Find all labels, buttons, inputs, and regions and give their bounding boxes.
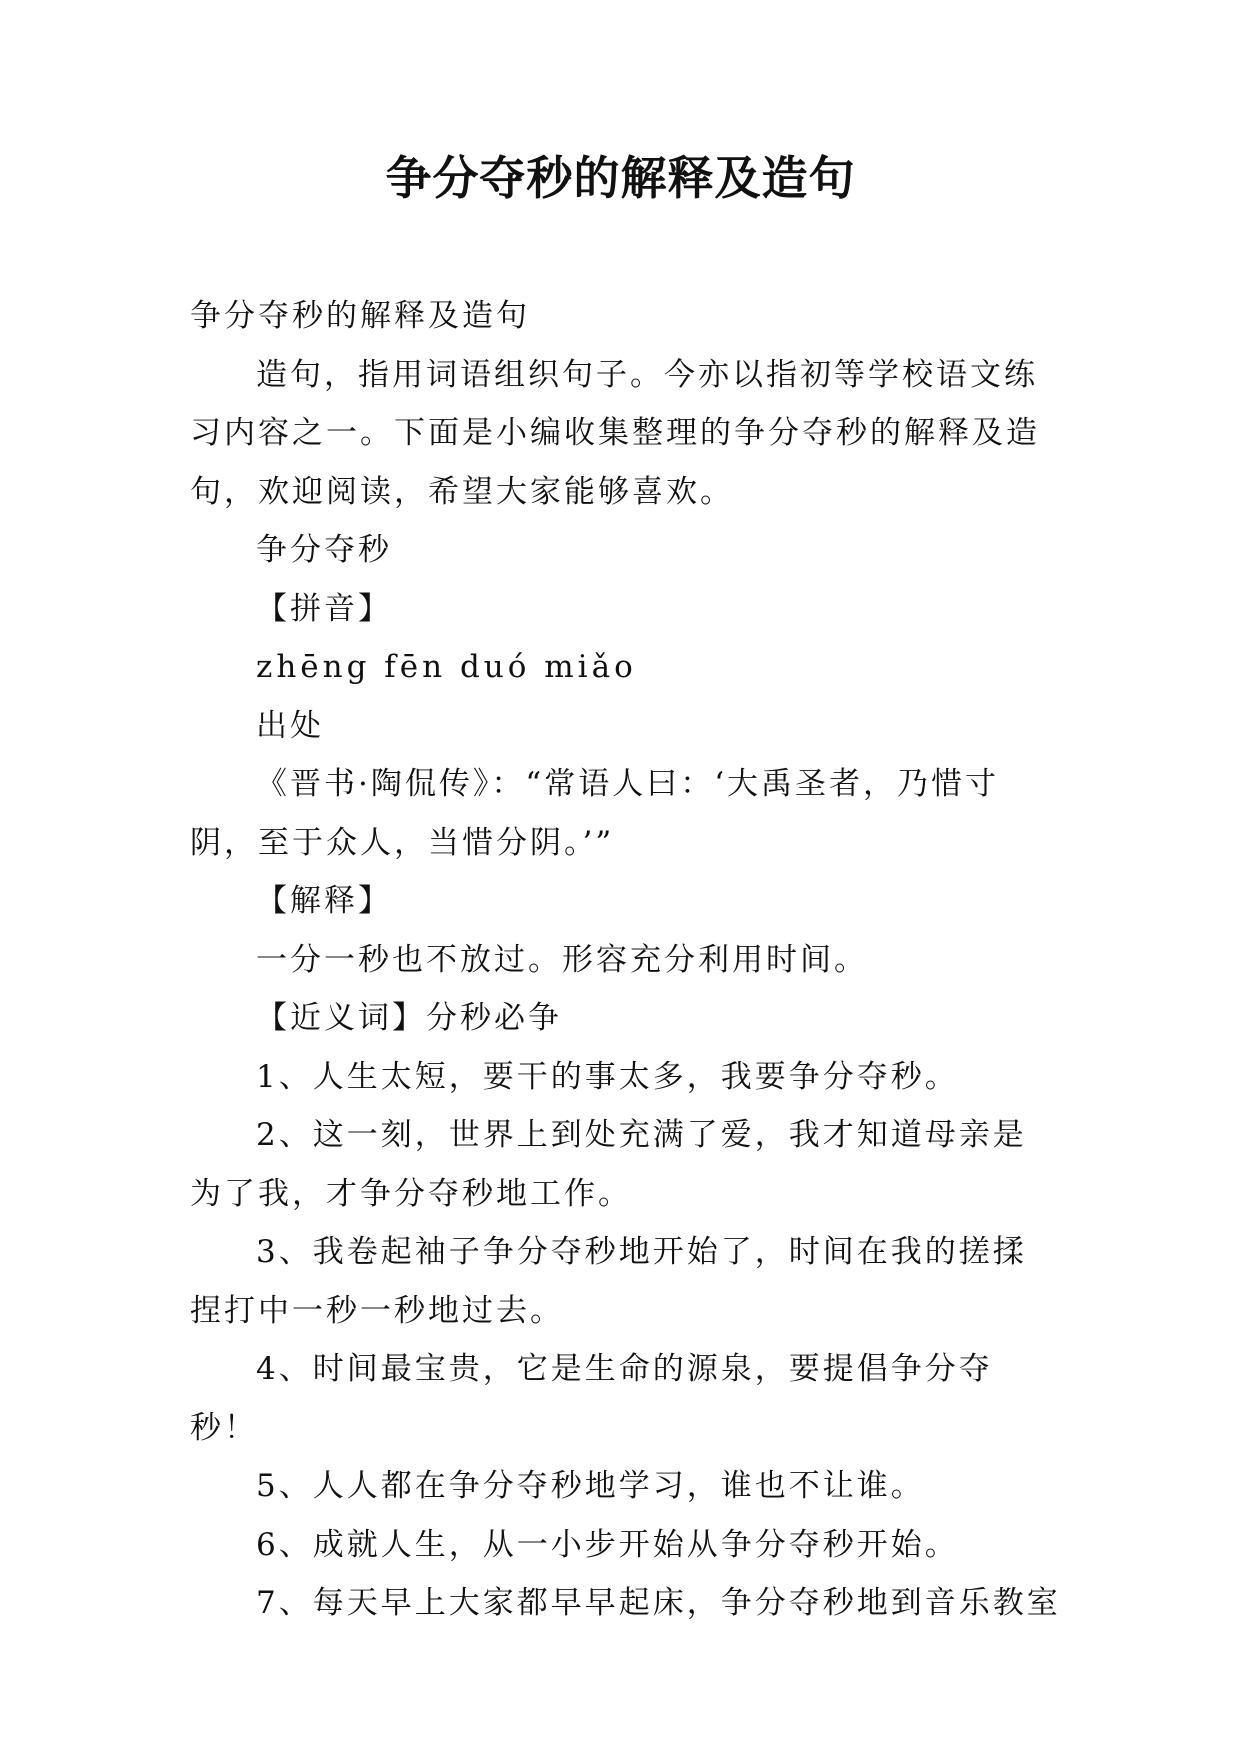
example-sentence-7: 7、每天早上大家都早早起床，争分夺秒地到音乐教室 xyxy=(256,1585,1061,1621)
example-sentence-4: 4、时间最宝贵，它是生命的源泉，要提倡争分夺秒！ xyxy=(190,1351,993,1446)
example-sentence-1: 1、人生太短，要干的事太多，我要争分夺秒。 xyxy=(256,1058,959,1095)
document-body xyxy=(190,287,1060,1633)
paragraph-meaning-label: 【解释】 xyxy=(256,883,392,919)
example-sentence-2: 2、这一刻，世界上到处充满了爱，我才知道母亲是为了我，才争分夺秒地工作。 xyxy=(190,1117,1027,1212)
example-sentence-5: 5、人人都在争分夺秒地学习，谁也不让谁。 xyxy=(256,1468,925,1504)
document-title: 争分夺秒的解释及造句 xyxy=(385,151,856,205)
paragraph-idiom: 争分夺秒 xyxy=(256,532,392,568)
paragraph-meaning: 一分一秒也不放过。形容充分利用时间。 xyxy=(256,941,868,978)
example-sentence-6: 6、成就人生，从一小步开始从争分夺秒开始。 xyxy=(256,1526,959,1563)
paragraph-source-label: 出处 xyxy=(256,707,324,744)
paragraph-intro: 造句，指用词语组织句子。今亦以指初等学校语文练习内容之一。下面是小编收集整理的争分夺秒的解释及造句，欢迎阅读，希望大家能够喜欢。 xyxy=(190,356,1040,510)
example-sentence-3: 3、我卷起袖子争分夺秒地开始了，时间在我的搓揉捏打中一秒一秒地过去。 xyxy=(190,1234,1027,1329)
paragraph-heading: 争分夺秒的解释及造句 xyxy=(190,298,530,334)
paragraph-synonym: 【近义词】分秒必争 xyxy=(256,1000,562,1036)
paragraph-pinyin: zhēng fēn duó miǎo xyxy=(256,649,637,685)
paragraph-source: 《晋书·陶侃传》：“常语人曰：‘大禹圣者，乃惜寸阴，至于众人，当惜分阴。’” xyxy=(190,766,1000,861)
paragraph-pinyin-label: 【拼音】 xyxy=(256,590,392,627)
